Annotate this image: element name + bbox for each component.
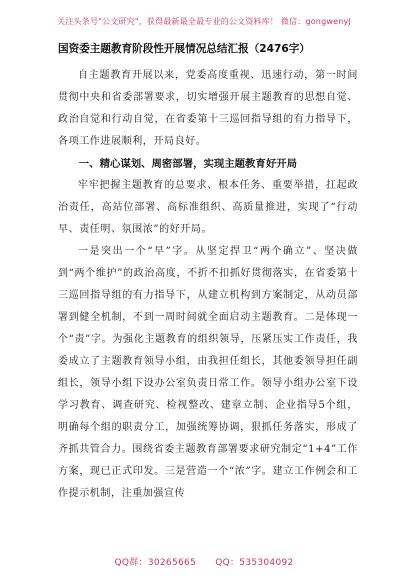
document-page xyxy=(58,42,358,505)
section-paragraph: 一是突出一个“早”字。从坚定捍卫“两个确立”、坚决做到“两个维护”的政治高度，不折不扣抓好贯彻落实，在省委第十三巡回指导组的有力指导下，从建立机构到方案制定，从动员部署到健全机制，不到一周时间就全面启动主题教育。二是体现一个“责”字。为强化主题教育的组织领导，压紧压实工作责任，我委成立了主题教育领导小组，由我担任组长，其他委领导担任副组长，领导小组下设办公室负责日常工作。领导小组办公室下设学习教育、调查研究、检视整改、建章立制、企业指导5个组，明确每个组的职责分工，加强统筹协调，狠抓任务落实，形成了齐抓共管合力。围绕省委主题教育部署要求研究制定“1+4”工作方案，现已正式印发。三是营造一个“浓”字。建立工作例会和工作提示机制，注重加强宣传 xyxy=(58,246,358,499)
footer-contact xyxy=(0,555,408,568)
footer-qq: QQ：535304092 xyxy=(215,558,294,568)
header-banner: 关注头条号"公文研究"，获得最新最全最专业的公文资料库！ 微信：gongwenyj xyxy=(57,17,351,26)
section-heading: 一、精心谋划、周密部署，实现主题教育好开局 xyxy=(78,158,297,170)
document-title: 国资委主题教育阶段性开展情况总结汇报（2476字） xyxy=(58,43,310,55)
footer-qq-group: QQ群：30265665 xyxy=(114,558,197,568)
intro-paragraph: 自主题教育开展以来，党委高度重视、迅速行动，第一时间贯彻中央和省委部署要求，切实增强开展主题教育的思想自觉、政治自觉和行动自觉，在省委第十三巡回指导组的有力指导下，各项工作进展顺利，开局良好。 xyxy=(58,70,358,147)
section-paragraph: 牢牢把握主题教育的总要求、根本任务、重要举措，扛起政治责任，高站位部署、高标准组织、高质量推进，实现了“行动早、责任明、氛围浓”的好开局。 xyxy=(58,180,358,235)
